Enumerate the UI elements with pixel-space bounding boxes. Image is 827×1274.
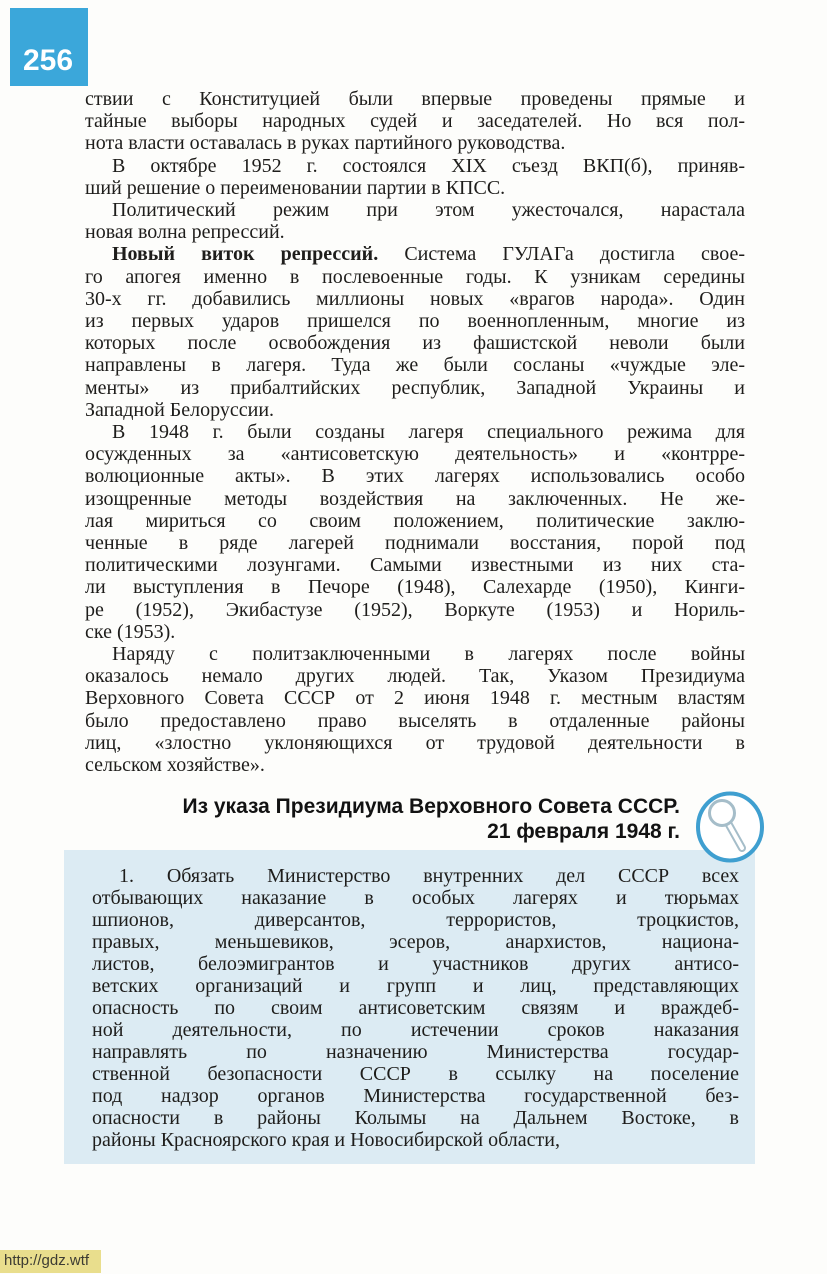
text-line: направлены в лагеря. Туда же были сосланы «чуждые эле- [85, 354, 745, 377]
text-line: Новый виток репрессий. Система ГУЛАГа достигла свое- [112, 243, 745, 266]
text-line: 1. Обязать Министерство внутренних дел СССР всех [119, 865, 739, 887]
watermark-text: http://gdz.wtf [4, 1252, 90, 1269]
text-line: Наряду с политзаключенными в лагерях после войны [112, 643, 745, 666]
text-line: Политический режим при этом ужесточался, нарастала [112, 199, 745, 222]
text-line: ветских организаций и групп и лиц, представляющих [92, 975, 739, 997]
text-line: ший решение о переименовании партии в КПСС. [85, 176, 506, 199]
paragraph [85, 421, 745, 643]
text-line: волюционные акты». В этих лагерях использовались особо [85, 465, 745, 488]
text-line: 30-х гг. добавились миллионы новых «врагов народа». Один [85, 287, 745, 310]
text-line: ли выступления в Печоре (1948), Салехарде (1950), Кинги- [85, 576, 745, 599]
body-text [85, 88, 745, 776]
quote-heading-line1: Из указа Президиума Верховного Совета СССР. [182, 795, 680, 818]
text-line: В октябре 1952 г. состоялся XIX съезд ВКП(б), приняв- [112, 154, 745, 177]
text-line: сельском хозяйстве». [85, 754, 265, 777]
watermark-link[interactable] [0, 1250, 101, 1273]
text-line: ственной безопасности СССР в ссылку на поселение [92, 1063, 739, 1085]
text-line: которых после освобождения из фашистской неволи были [85, 332, 745, 355]
text-line: лиц, «злостно уклоняющихся от трудовой деятельности в [85, 731, 745, 754]
text-line: отбывающих наказание в особых лагерях и тюрьмах [92, 887, 739, 909]
page-number: 256 [23, 44, 74, 77]
text-line: нота власти оставалась в руках партийного руководства. [85, 132, 566, 155]
text-line: ной деятельности, по истечении сроков наказания [92, 1019, 739, 1041]
paragraph [92, 865, 739, 1151]
text-line: ре (1952), Экибастузе (1952), Воркуте (1953) и Нориль- [85, 598, 745, 621]
text-line: было предоставлено право выселять в отдаленные районы [85, 709, 745, 732]
paragraph [85, 155, 745, 199]
text-line: ствии с Конституцией были впервые проведены прямые и [85, 88, 745, 110]
page-number-badge [10, 8, 88, 86]
text-line: опасности в районы Колымы на Дальнем Востоке, в [92, 1107, 739, 1129]
text-line: менты» из прибалтийских республик, Западной Украины и [85, 376, 745, 399]
paragraph [85, 199, 745, 243]
paragraph [85, 88, 745, 155]
text-line: шпионов, диверсантов, террористов, троцкистов, [92, 909, 739, 931]
text-line: опасность по своим антисоветским связям и враждеб- [92, 997, 739, 1019]
text-line: правых, меньшевиков, эсеров, анархистов, национа- [92, 931, 739, 953]
text-line: В 1948 г. были созданы лагеря специального режима для [112, 421, 745, 444]
text-line: под надзор органов Министерства государственной без- [92, 1085, 739, 1107]
text-line: ченные в ряде лагерей поднимали восстания, порой под [85, 532, 745, 555]
text-line: оказалось немало других людей. Так, Указом Президиума [85, 665, 745, 688]
text-line: листов, белоэмигрантов и участников других антисо- [92, 953, 739, 975]
text-line: Верховного Совета СССР от 2 июня 1948 г. местным властям [85, 687, 745, 710]
quote-heading-line2: 21 февраля 1948 г. [487, 820, 680, 843]
text-line: изощренные методы воздействия на заключенных. Не же- [85, 487, 745, 510]
text-line: осужденных за «антисоветскую деятельность» и «контрре- [85, 443, 745, 466]
text-line: го апогея именно в послевоенные годы. К узникам середины [85, 265, 745, 288]
text-line: направлять по назначению Министерства государ- [92, 1041, 739, 1063]
text-line: лая мириться со своим положением, политические заклю- [85, 509, 745, 532]
magnifier-icon [694, 790, 766, 864]
quote-box [64, 850, 755, 1164]
text-line: новая волна репрессий. [85, 221, 285, 244]
text-line: районы Красноярского края и Новосибирской области, [92, 1129, 560, 1151]
text-line: политическими лозунгами. Самыми известными из них ста- [85, 554, 745, 577]
text-line: тайные выборы народных судей и заседателей. Но вся пол- [85, 110, 745, 133]
paragraph [85, 643, 745, 776]
text-line: из первых ударов пришелся по военнопленным, многие из [85, 310, 745, 333]
text-line: Западной Белоруссии. [85, 398, 275, 421]
quote-heading [120, 794, 680, 844]
paragraph [85, 243, 745, 421]
text-line: ске (1953). [85, 620, 176, 643]
